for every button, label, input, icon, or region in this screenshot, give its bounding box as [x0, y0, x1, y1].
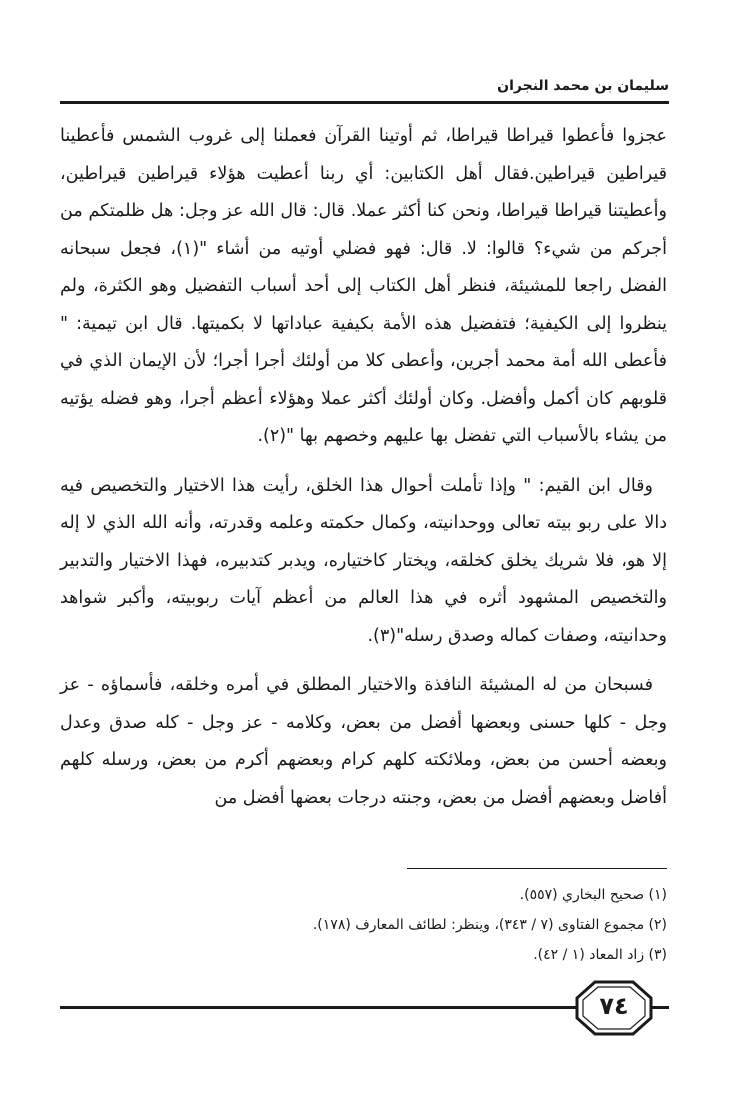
- paragraph: فسبحان من له المشيئة النافذة والاختيار المطلق في أمره وخلقه، فأسماؤه - عز وجل - كلها حسنى وبعضها أفضل من بعض، وكلامه - عز وجل - كله صدق وعدل وبعضه أحسن من بعض، وملائكته كلهم كرام وبعضهم أكرم من بعض، ورسله كلهم أفاضل وبعضهم أفضل من بعض، وجنته درجات بعضها أفضل من: [60, 675, 667, 808]
- page-number-badge: [575, 980, 653, 1036]
- page-footer: [60, 980, 669, 1036]
- paragraph: وقال ابن القيم: " وإذا تأملت أحوال هذا الخلق، رأيت هذا الاختيار والتخصيص فيه دالا على ربو بيته تعالى ووحدانيته، وكمال حكمته وعلمه وقدرته، وأنه الله الذي لا إله إلا هو، فلا شريك يخلق كخلقه، ويختار كاختياره، ويدبر كتدبيره، فهذا الاختيار والتدبير والتخصيص المشهود أثره في هذا العالم من أعظم آيات ربوبيته، وأكبر شواهد وحدانيته، وصفات كماله وصدق رسله"(٣).: [60, 475, 667, 646]
- footnotes: [200, 880, 667, 970]
- footer-rule-left: [60, 1006, 579, 1009]
- page-number: ٧٤: [599, 992, 629, 1020]
- footnote: (٣) زاد المعاد (١ / ٤٢).: [533, 947, 667, 963]
- footnote-separator: [407, 868, 667, 869]
- paragraph: عجزوا فأعطوا قيراطا قيراطا، ثم أوتينا القرآن فعملنا إلى غروب الشمس فأعطينا قيراطين قيراطين.فقال أهل الكتابين: أي ربنا أعطيت هؤلاء قيراطين قيراطين، وأعطيتنا قيراطا قيراطا، ونحن كنا أكثر عملا. قال: قال الله عز وجل: هل ظلمتكم من أجركم من شيء؟ قالوا: لا. قال: فهو فضلي أوتيه من أشاء "(١)، فجعل سبحانه الفضل راجعا للمشيئة، فنظر أهل الكتاب إلى أحد أسباب التفضيل وهو الكثرة، ولم ينظروا إلى الكيفية؛ فتفضيل هذه الأمة بكيفية عباداتها لا بكميتها. قال ابن تيمية: " فأعطى الله أمة محمد أجرين، وأعطى كلا من أولئك أجرا أجرا؛ لأن الإيمان الذي في قلوبهم كان أكمل وأفضل. وكان أولئك أكثر عملا وهؤلاء أعظم أجرا، وهو فضله يؤتيه من يشاء بالأسباب التي تفضل بها عليهم وخصهم بها "(٢).: [60, 126, 667, 446]
- page-header: [60, 76, 669, 102]
- footnote: (١) صحيح البخاري (٥٥٧).: [519, 887, 667, 903]
- running-header-title: سليمان بن محمد النجران: [497, 78, 669, 94]
- main-text: [60, 118, 667, 817]
- header-rule: [60, 101, 669, 104]
- footnote: (٢) مجموع الفتاوى (٧ / ٣٤٣)، وينظر: لطائف المعارف (١٧٨).: [312, 917, 667, 933]
